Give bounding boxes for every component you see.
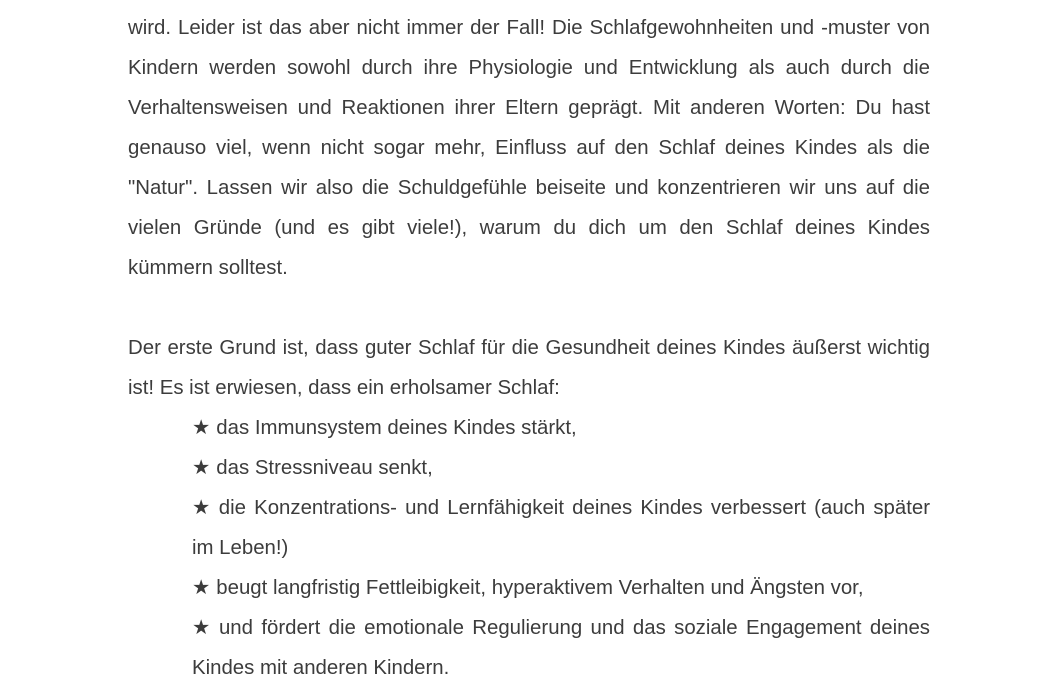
star-icon: ★	[192, 457, 211, 479]
star-icon: ★	[192, 617, 213, 639]
list-item-text: die Konzentrations- und Lernfähigkeit deines Kindes verbessert (auch später im Leben!)	[192, 497, 931, 559]
star-icon: ★	[192, 417, 211, 439]
list-item	[192, 448, 930, 488]
list-item-text: das Immunsystem deines Kindes stärkt,	[216, 417, 577, 439]
list-item	[192, 608, 930, 688]
list-item-text: und fördert die emotionale Regulierung und das soziale Engagement deines Kindes mit anderen Kindern.	[192, 617, 931, 679]
body-paragraph: Der erste Grund ist, dass guter Schlaf für die Gesundheit deines Kindes äußerst wichtig ist! Es ist erwiesen, dass ein erholsamer Schlaf:	[128, 337, 930, 399]
list-item-text: beugt langfristig Fettleibigkeit, hyperaktivem Verhalten und Ängsten vor,	[216, 577, 864, 599]
benefits-list	[128, 408, 930, 688]
list-item-text: das Stressniveau senkt,	[216, 457, 433, 479]
list-item	[192, 408, 930, 448]
star-icon: ★	[192, 577, 211, 599]
list-item	[192, 568, 930, 608]
star-icon: ★	[192, 497, 213, 519]
list-item	[192, 488, 930, 568]
body-paragraph: wird. Leider ist das aber nicht immer der Fall! Die Schlafgewohnheiten und -muster von Kindern werden sowohl durch ihre Physiologie und Entwicklung als auch durch die Verhaltensweisen und Reaktionen ihrer Eltern geprägt. Mit anderen Worten: Du hast genauso viel, wenn nicht sogar mehr, Einfluss auf den Schlaf deines Kindes als die "Natur". Lassen wir also die Schuldgefühle beiseite und konzentrieren wir uns auf die vielen Gründe (und es gibt viele!), warum du dich um den Schlaf deines Kindes kümmern solltest.	[128, 17, 930, 279]
document-page	[128, 8, 930, 688]
